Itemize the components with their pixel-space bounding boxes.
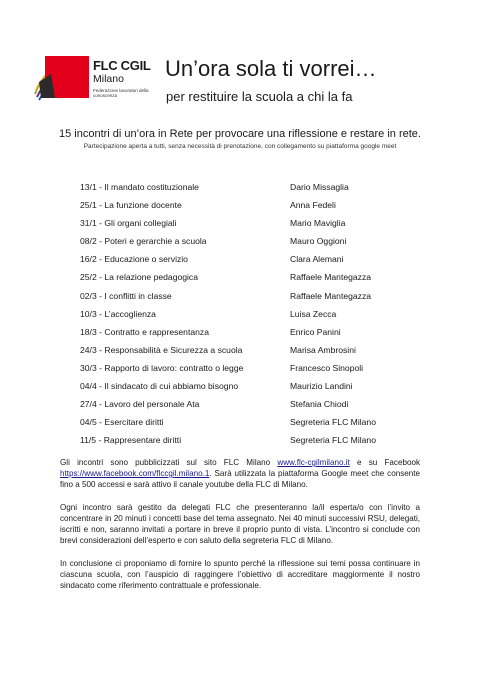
- schedule-speaker: Enrico Panini: [290, 326, 341, 337]
- intro-note: Partecipazione aperta a tutti, senza necessità di prenotazione, con collegamento su piattaforma google meet: [83, 143, 397, 150]
- schedule-row: [80, 182, 410, 200]
- schedule-topic: 16/2 - Educazione o servizio: [80, 254, 188, 265]
- logo-brand-text: FLC CGIL: [93, 58, 151, 73]
- flc-cgil-logo: [33, 52, 163, 102]
- schedule-topic: 27/4 - Lavoro del personale Ata: [80, 399, 200, 410]
- schedule-speaker: Dario Missaglia: [290, 182, 349, 192]
- logo-subline-text: Federazione lavoratori della conoscenza: [93, 88, 149, 98]
- schedule-row: [80, 345, 410, 363]
- info-text: . Sarà utilizzata la piattaforma Google meet che consente fino a 500 accessi e sarà attivo il canale youtube della FLC di Milano.: [60, 469, 420, 489]
- schedule-topic: 13/1 - Il mandato costituzionale: [80, 182, 199, 192]
- schedule-speaker: Mauro Oggioni: [290, 236, 347, 247]
- schedule-topic: 11/5 - Rappresentare diritti: [80, 435, 182, 446]
- schedule-row: [80, 200, 410, 218]
- schedule-topic: 25/2 - La relazione pedagogica: [80, 272, 199, 283]
- schedule-topic: 04/4 - Il sindacato di cui abbiamo bisogno: [80, 381, 239, 392]
- schedule-row: [80, 399, 410, 417]
- page-subtitle: per restituire la scuola a chi la fa: [166, 89, 353, 104]
- logo-city-text: Milano: [93, 73, 124, 85]
- schedule-topic: 10/3 - L’accoglienza: [80, 308, 156, 319]
- schedule-row: [80, 363, 410, 381]
- schedule-speaker: Segreteria FLC Milano: [290, 417, 376, 428]
- schedule-row: [80, 381, 410, 399]
- schedule-speaker: Segreteria FLC Milano: [290, 435, 376, 446]
- schedule-topic: 30/3 - Rapporto di lavoro: contratto o legge: [80, 362, 244, 373]
- schedule-row: [80, 309, 410, 327]
- schedule-speaker: Raffaele Mantegazza: [290, 290, 372, 301]
- format-paragraph: Ogni incontro sarà gestito da delegati FLC che presenteranno la/il esperta/o con l’invito a concentrare in 20 minuti i concetti base del tema assegnato. Nei 40 minuti successivi RSU, delegati, iscritti e non, saranno invitati a portare in breve il proprio punto di vista. L’incontro si conclude con brevi considerazioni dell’esperto e con saluto della segreteria FLC di Milano.: [60, 503, 420, 545]
- schedule-topic: 02/3 - I conflitti in classe: [80, 290, 172, 301]
- info-paragraph: [60, 457, 420, 490]
- schedule-speaker: Raffaele Mantegazza: [290, 272, 372, 283]
- schedule-row: [80, 327, 410, 345]
- facebook-link[interactable]: https://www.facebook.com/flccgil.milano.1: [60, 469, 210, 478]
- logo-mark-icon: [33, 52, 91, 102]
- schedule-list: [80, 182, 410, 453]
- schedule-speaker: Anna Fedeli: [290, 200, 336, 211]
- schedule-speaker: Clara Alemani: [290, 254, 344, 265]
- schedule-topic: 08/2 - Poteri e gerarchie a scuola: [80, 236, 207, 247]
- schedule-speaker: Mario Maviglia: [290, 218, 346, 229]
- schedule-speaker: Stefania Chiodi: [290, 399, 349, 410]
- schedule-speaker: Luisa Zecca: [290, 308, 337, 319]
- schedule-topic: 25/1 - La funzione docente: [80, 200, 182, 211]
- schedule-topic: 31/1 - Gli organi collegiali: [80, 218, 177, 229]
- schedule-speaker: Marisa Ambrosini: [290, 344, 356, 355]
- website-link[interactable]: www.flc-cgilmilano.it: [277, 458, 350, 467]
- page-title: Un’ora sola ti vorrei…: [165, 56, 377, 81]
- schedule-topic: 18/3 - Contratto e rappresentanza: [80, 326, 209, 337]
- schedule-topic: 24/3 - Responsabilità e Sicurezza a scuola: [80, 344, 243, 355]
- intro-headline: 15 incontri di un’ora in Rete per provocare una riflessione e restare in rete.: [59, 128, 421, 140]
- schedule-speaker: Maurizio Landini: [290, 381, 353, 392]
- schedule-row: [80, 236, 410, 254]
- schedule-row: [80, 417, 410, 435]
- info-text: e su Facebook: [349, 458, 420, 467]
- schedule-row: [80, 218, 410, 236]
- conclusion-paragraph: In conclusione ci proponiamo di fornire lo spunto perché la riflessione sui temi possa continuare in ciascuna scuola, con l’auspicio di raggingere l’obiettivo di accreditare maggiormente il nostro sindacato come riferimento contrattuale e professionale.: [60, 559, 420, 590]
- schedule-speaker: Francesco Sinopoli: [290, 362, 364, 373]
- schedule-row: [80, 254, 410, 272]
- info-text: Gli incontri sono pubblicizzati sul sito FLC Milano: [60, 458, 278, 467]
- schedule-row: [80, 435, 410, 453]
- schedule-topic: 04/5 - Esercitare diritti: [80, 417, 164, 428]
- schedule-row: [80, 272, 410, 290]
- schedule-row: [80, 291, 410, 309]
